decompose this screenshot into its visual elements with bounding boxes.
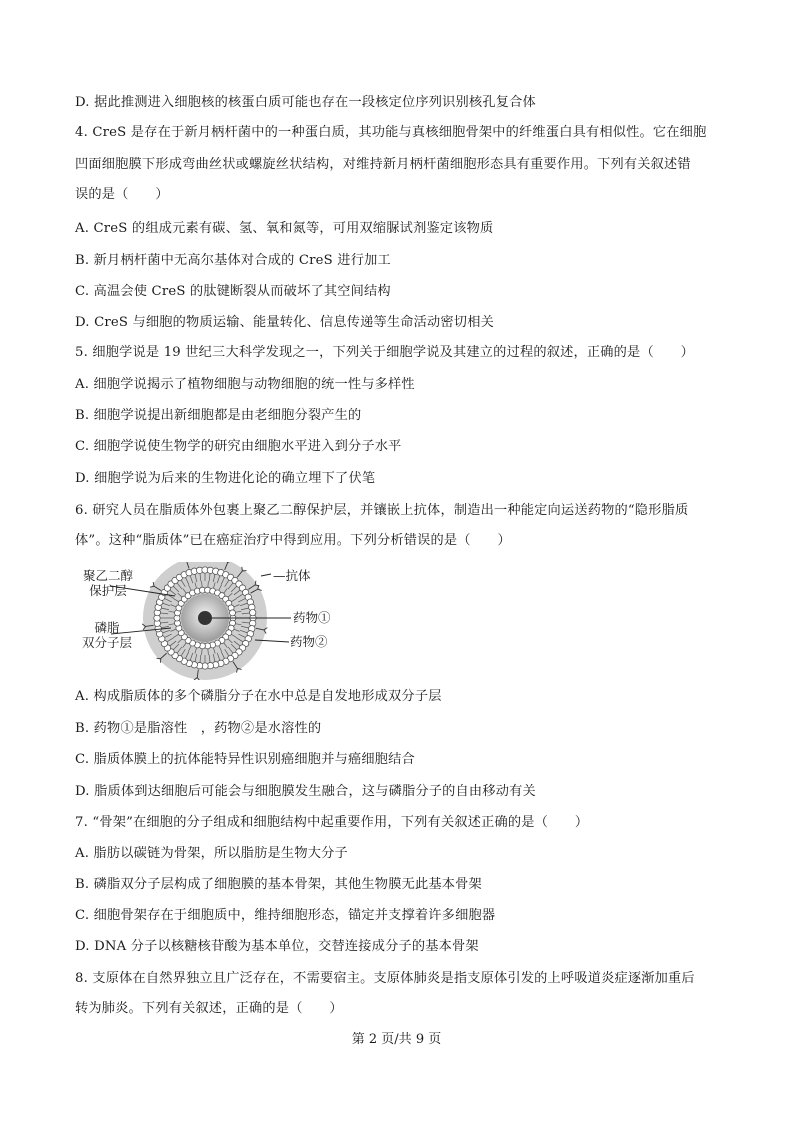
text-line: 6. 研究人员在脂质体外包裹上聚乙二醇保护层，并镶嵌上抗体，制造出一种能定向运送药物的“隐形脂质 <box>75 503 689 518</box>
text-line: B. 磷脂双分子层构成了细胞膜的基本骨架，其他生物膜无此基本骨架 <box>75 877 482 892</box>
text-line: D. 脂质体到达细胞后可能会与细胞膜发生融合，这与磷脂分子的自由移动有关 <box>75 784 536 799</box>
text-line: A. 构成脂质体的多个磷脂分子在水中总是自发地形成双分子层 <box>75 689 442 704</box>
text-line: 误的是（ ） <box>75 187 169 202</box>
liposome-figure <box>75 562 347 680</box>
page-footer: 第 2 页/共 9 页 <box>351 1032 442 1047</box>
text-line: B. 药物①是脂溶性 ，药物②是水溶性的 <box>75 721 322 736</box>
drug1-mark <box>198 611 212 625</box>
antibody-label: —抗体 <box>273 568 311 583</box>
text-line: A. 脂肪以碳链为骨架，所以脂肪是生物大分子 <box>75 846 348 861</box>
text-line: B. 细胞学说提出新细胞都是由老细胞分裂产生的 <box>75 408 362 423</box>
text-line: C. 高温会使 CreS 的肽键断裂从而破坏了其空间结构 <box>75 284 391 299</box>
text-line: A. 细胞学说揭示了植物细胞与动物细胞的统一性与多样性 <box>75 377 415 392</box>
text-line: D. CreS 与细胞的物质运输、能量转化、信息传递等生命活动密切相关 <box>75 315 494 330</box>
drug2-label: 药物② <box>290 634 328 649</box>
text-line: C. 细胞骨架存在于细胞质中，维持细胞形态，锚定并支撑着许多细胞器 <box>75 908 496 923</box>
text-line: 凹面细胞膜下形成弯曲丝状或螺旋丝状结构，对维持新月柄杆菌细胞形态具有重要作用。下列有关叙述错 <box>75 157 691 172</box>
phospholipid-label: 磷脂 双分子层 <box>81 620 132 650</box>
text-line: C. 细胞学说使生物学的研究由细胞水平进入到分子水平 <box>75 439 402 454</box>
text-line: 4. CreS 是存在于新月柄杆菌中的一种蛋白质，其功能与真核细胞骨架中的纤维蛋白具有相似性。它在细胞 <box>75 125 707 140</box>
text-line: D. 据此推测进入细胞核的核蛋白质可能也存在一段核定位序列识别核孔复合体 <box>75 95 536 110</box>
text-line: 8. 支原体在自然界独立且广泛存在，不需要宿主。支原体肺炎是指支原体引发的上呼吸道炎症逐渐加重后 <box>75 971 695 986</box>
text-line: B. 新月柄杆菌中无高尔基体对合成的 CreS 进行加工 <box>75 253 391 268</box>
text-line: A. CreS 的组成元素有碳、氢、氧和氮等，可用双缩脲试剂鉴定该物质 <box>75 221 494 236</box>
text-line: D. 细胞学说为后来的生物进化论的确立埋下了伏笔 <box>75 471 376 486</box>
peg-label: 聚乙二醇 保护层 <box>82 568 133 598</box>
text-line: 体”。这种“脂质体”已在癌症治疗中得到应用。下列分析错误的是（ ） <box>75 533 511 548</box>
text-line: 5. 细胞学说是 19 世纪三大科学发现之一，下列关于细胞学说及其建立的过程的叙述，正确的是（ ） <box>75 345 694 360</box>
text-line: D. DNA 分子以核糖核苷酸为基本单位，交替连接成分子的基本骨架 <box>75 939 479 954</box>
drug1-label: 药物① <box>293 610 331 625</box>
text-line: 7. “骨架”在细胞的分子组成和细胞结构中起重要作用，下列有关叙述正确的是（ ） <box>75 815 589 830</box>
text-line: 转为肺炎。下列有关叙述，正确的是（ ） <box>75 1001 343 1016</box>
text-line: C. 脂质体膜上的抗体能特异性识别癌细胞并与癌细胞结合 <box>75 752 415 767</box>
